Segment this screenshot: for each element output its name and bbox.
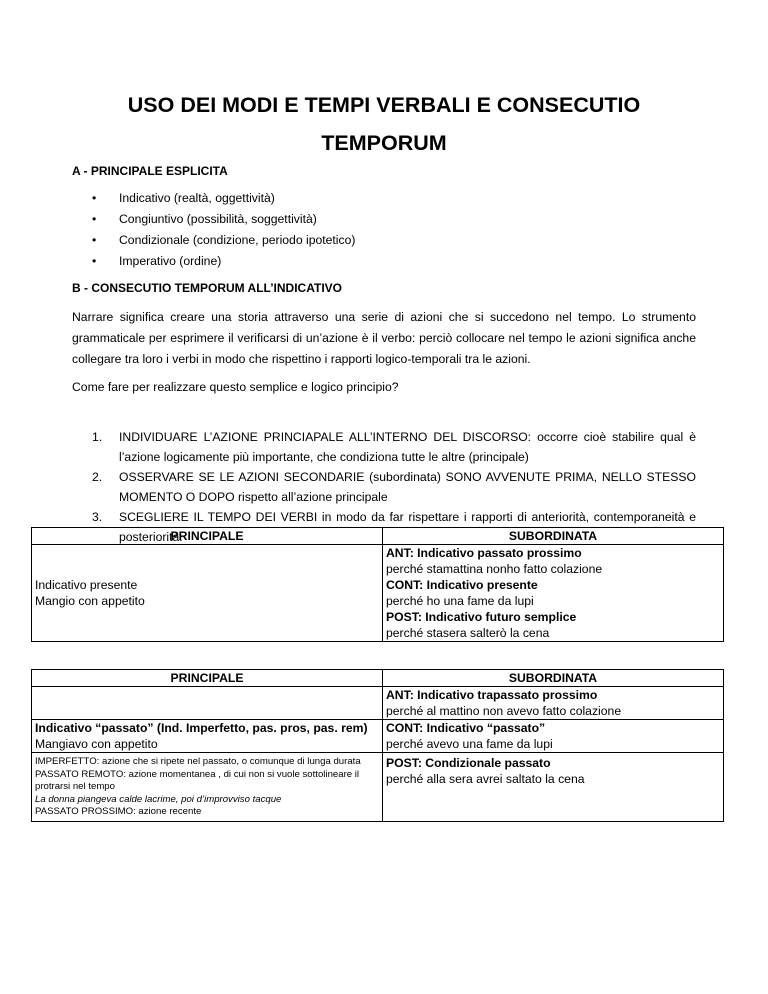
step-text: INDIVIDUARE L’AZIONE PRINCIAPALE ALL’INTERNO DEL DISCORSO: occorre cioè stabilire qual è l’azione logicamente più importante, che condiziona tutte le altre (principale) xyxy=(119,430,696,464)
table-row xyxy=(32,670,724,687)
past-tenses-notes xyxy=(32,753,382,821)
step-text: OSSERVARE SE LE AZIONI SECONDARIE (subordinata) SONO AVVENUTE PRIMA, NELLO STESSO MOMENTO O DOPO rispetto all’azione principale xyxy=(119,470,696,504)
section-b-heading: B - CONSECUTIO TEMPORUM ALL’INDICATIVO xyxy=(72,281,342,295)
subordinata-cell xyxy=(383,687,724,822)
principale-label: Indicativo presente xyxy=(35,578,138,592)
principale-example: Mangio con appetito xyxy=(35,594,145,608)
post-label: POST: Indicativo futuro semplice xyxy=(386,610,577,624)
column-header-principale: PRINCIPALE xyxy=(32,670,383,687)
page-title xyxy=(0,86,768,162)
ant-example: perché al mattino non avevo fatto colazione xyxy=(386,704,622,718)
column-header-subordinata: SUBORDINATA xyxy=(383,670,724,687)
list-item xyxy=(92,427,696,467)
intro-paragraph: Narrare significa creare una storia attraverso una serie di azioni che si succedono nel tempo. Lo strumento grammaticale per esprimere il verificarsi di un’azione è il verbo: perciò collocare nel tempo le azioni significa anche collegare tra loro i verbi in modo che rispettino i rapporti logico-temporali tra le azioni. xyxy=(72,310,696,366)
title-line-2: TEMPORUM xyxy=(321,131,447,155)
principale-label: Indicativo “passato” (Ind. Imperfetto, pas. pros, pas. rem) xyxy=(35,721,368,735)
principale-cell xyxy=(32,687,383,822)
table-row xyxy=(32,687,724,822)
question-text: Come fare per realizzare questo semplice e logico principio? xyxy=(72,380,399,394)
list-item: • Congiuntivo (possibilità, soggettività) xyxy=(92,209,355,230)
ant-label: ANT: Indicativo passato prossimo xyxy=(386,546,582,560)
post-example: perché alla sera avrei saltato la cena xyxy=(386,772,585,786)
consecutio-table-past xyxy=(31,669,724,822)
modes-list xyxy=(92,188,355,272)
step-text: SCEGLIERE IL TEMPO DEI VERBI in modo da far rispettare i rapporti di anteriorità, contemporaneità e posteriorità. xyxy=(119,510,696,544)
note-passato-remoto: PASSATO REMOTO: azione momentanea , di cui non si vuole sottolineare il protrarsi nel tempo xyxy=(35,768,360,792)
list-item xyxy=(92,467,696,507)
step-number: 2. xyxy=(92,470,103,484)
cont-label: CONT: Indicativo “passato” xyxy=(386,721,546,735)
list-item: • Indicativo (realtà, oggettività) xyxy=(92,188,355,209)
consecutio-table-present xyxy=(31,527,724,642)
table-row xyxy=(32,528,724,545)
post-example: perché stasera salterò la cena xyxy=(386,626,550,640)
principale-cell xyxy=(32,545,383,642)
column-header-subordinata: SUBORDINATA xyxy=(383,528,724,545)
list-item: • Condizionale (condizione, periodo ipotetico) xyxy=(92,230,355,251)
section-a-heading: A - PRINCIPALE ESPLICITA xyxy=(72,164,228,178)
ant-label: ANT: Indicativo trapassato prossimo xyxy=(386,688,598,702)
step-number: 3. xyxy=(92,510,103,524)
cont-example: perché ho una fame da lupi xyxy=(386,594,534,608)
ant-example: perché stamattina nonho fatto colazione xyxy=(386,562,603,576)
subordinata-cell xyxy=(383,545,724,642)
note-example: La donna piangeva calde lacrime, poi d’improvviso tacque xyxy=(35,793,282,805)
title-line-1: USO DEI MODI E TEMPI VERBALI E CONSECUTIO xyxy=(127,93,641,117)
note-passato-prossimo: PASSATO PROSSIMO: azione recente xyxy=(35,806,202,817)
column-header-principale: PRINCIPALE xyxy=(32,528,383,545)
cont-example: perché avevo una fame da lupi xyxy=(386,737,553,751)
cont-label: CONT: Indicativo presente xyxy=(386,578,538,592)
note-imperfetto: IMPERFETTO: azione che si ripete nel passato, o comunque di lunga durata xyxy=(35,756,361,767)
post-label: POST: Condizionale passato xyxy=(386,756,551,770)
list-item: • Imperativo (ordine) xyxy=(92,251,355,272)
principale-example: Mangiavo con appetito xyxy=(35,737,158,751)
step-number: 1. xyxy=(92,430,103,444)
table-row xyxy=(32,545,724,642)
